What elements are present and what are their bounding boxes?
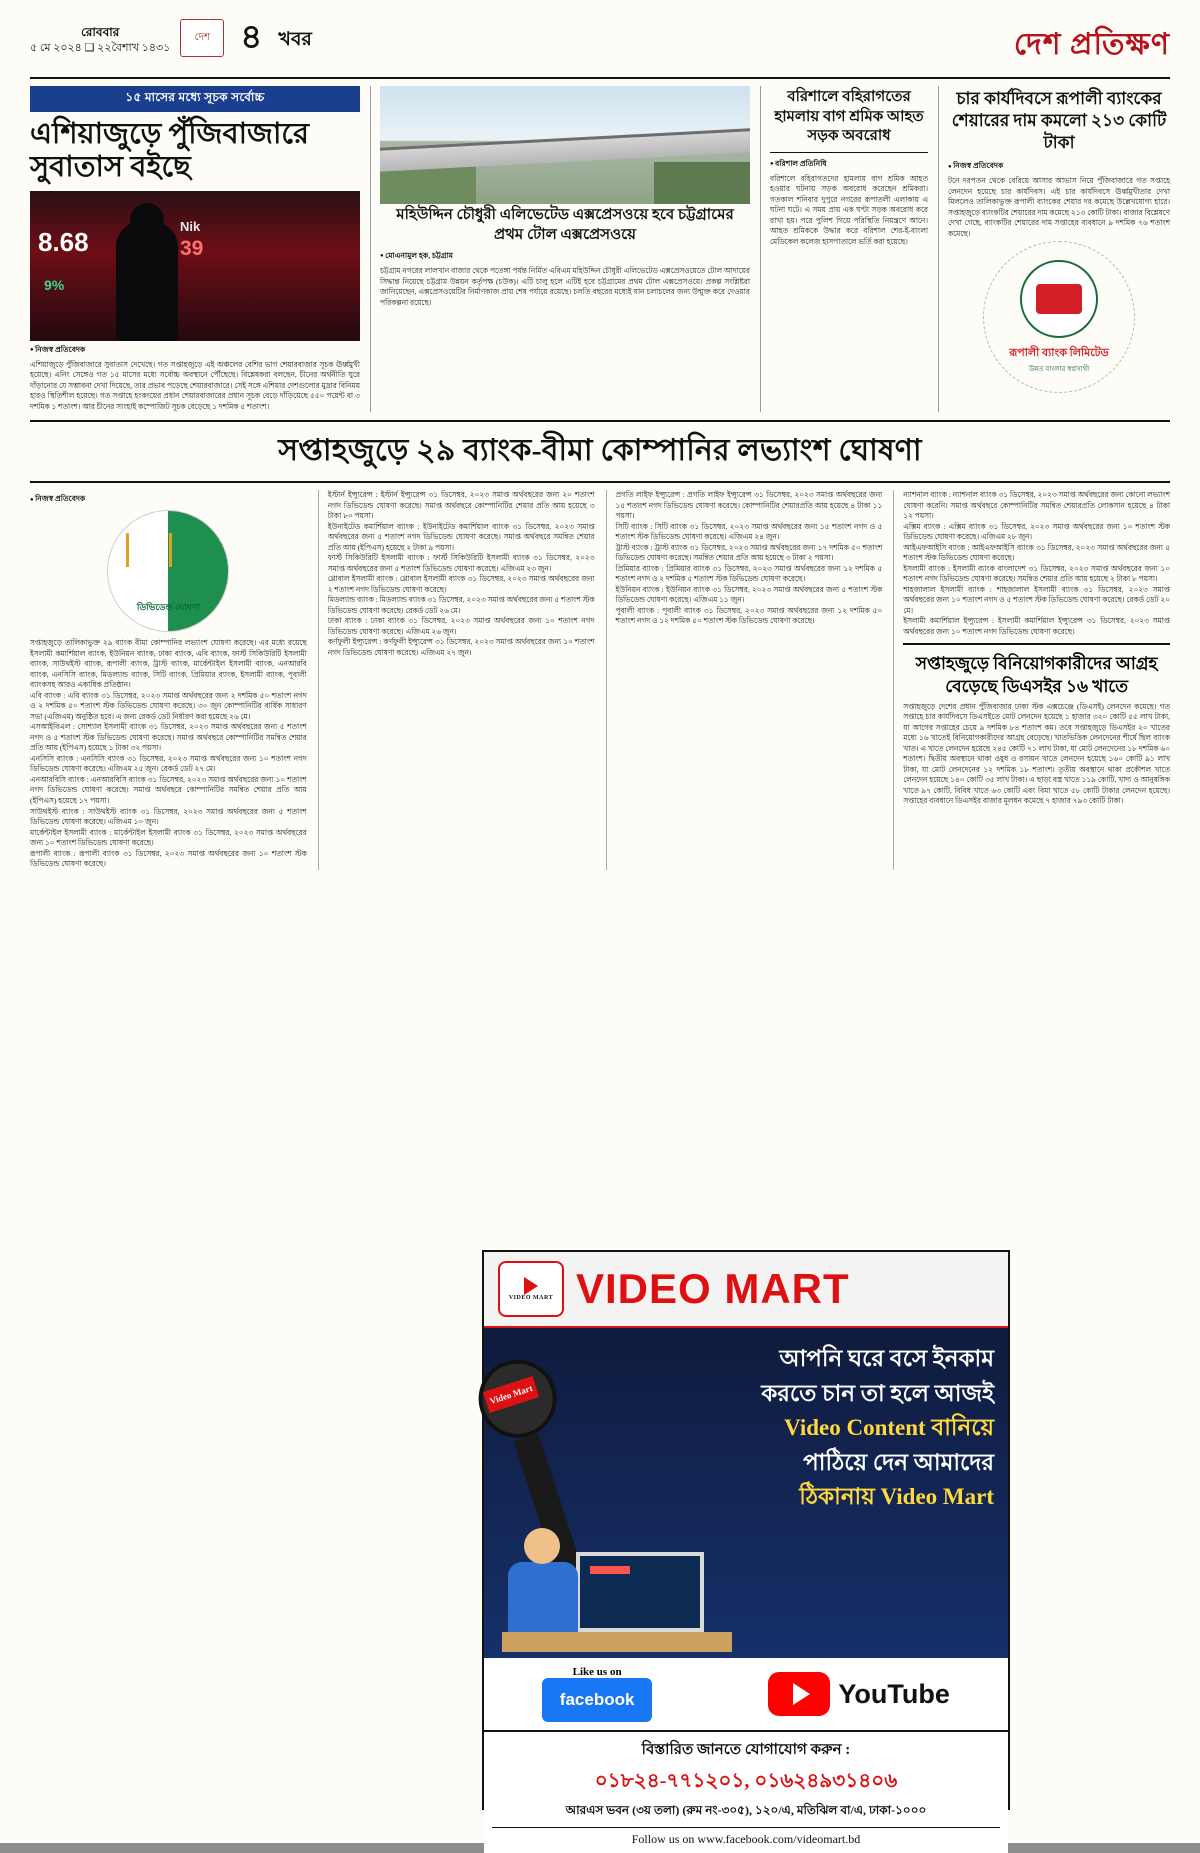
dividend-item: মিডল্যান্ড ব্যাংক : মিডল্যান্ড ব্যাংক ৩১ ডিসেম্বর, ২০২৩ সমাপ্ত অর্থবছরের জন্য ৫ শতাংশ স্টক ডিভিডেন্ড ঘোষণা করেছে। রেকর্ড ডেট ২৬ মে। xyxy=(327,595,595,615)
dividend-item: ইস্টার্ন ইন্স্যুরেন্স : ইস্টার্ন ইন্স্যুরেন্স ৩১ ডিসেম্বর, ২০২৩ সমাপ্ত অর্থবছরের জন্য ২০ শতাংশ নগদ ডিভিডেন্ড ঘোষণা করেছে। সমাপ্ত অর্থবছরে কোম্পানিটির শেয়ার প্রতি আয় হয়েছে ৩ টাকা ৮০ পয়সা। xyxy=(327,490,595,521)
ad-line-4: পাঠিয়ে দেন আমাদের xyxy=(803,1449,994,1475)
dividend-item: ঢাকা ব্যাংক : ঢাকা ব্যাংক ৩১ ডিসেম্বর, ২০২৩ সমাপ্ত অর্থবছরের জন্য ১০ শতাংশ নগদ ডিভিডেন্ড ঘোষণা করেছে। এজিএম ২৬ জুন। xyxy=(327,616,595,636)
bridge-byline: ● মোএনামুল হক, চট্টগ্রাম xyxy=(380,250,750,263)
youtube-block[interactable] xyxy=(768,1672,949,1716)
ad-line-2: করতে চান তা হলে আজই xyxy=(761,1380,994,1406)
dividend-headline: সপ্তাহজুড়ে ২৯ ব্যাংক-বীমা কোম্পানির লভ্যাংশ ঘোষণা xyxy=(278,434,922,468)
dividend-item: প্রগতি লাইফ ইন্স্যুরেন্স : প্রগতি লাইফ ইন্স্যুরেন্স ৩১ ডিসেম্বর, ২০২৩ সমাপ্ত অর্থবছরের জন্য ১৫ শতাংশ নগদ ডিভিডেন্ড ঘোষণা করেছে। কোম্পানিটির শেয়ারপ্রতি আয় হয়েছে ৪ টাকা ১১ পয়সা। xyxy=(615,490,883,521)
dividend-item: মার্কেন্টাইল ইসলামী ব্যাংক : মার্কেন্টাইল ইসলামী ব্যাংক ৩১ ডিসেম্বর, ২০২৩ সমাপ্ত অর্থবছরের জন্য ১০ শতাংশ ডিভিডেন্ড ঘোষণা করেছে। xyxy=(30,827,307,848)
dividend-item: এনসিসি ব্যাংক : এনসিসি ব্যাংক ৩১ ডিসেম্বর, ২০২৩ সমাপ্ত অর্থবছরের জন্য ১০ শতাংশ নগদ ডিভিডেন্ড ঘোষণা করেছে। এজিএম ২৫ জুন। রেকর্ড ডেট ২৭ মে। xyxy=(30,753,307,774)
illustration-person-at-computer xyxy=(502,1512,732,1652)
dividend-item: এবি ব্যাংক : এবি ব্যাংক ৩১ ডিসেম্বর, ২০২৩ সমাপ্ত অর্থবছরের জন্য ২ দশমিক ৫০ শতাংশ নগদ ও ২ দশমিক ৫০ শতাংশ স্টক ডিভিডেন্ড ঘোষণা করেছে। ৩০ জুন কোম্পানিটির বার্ষিক সাধারণ সভা (এজিএম) অনুষ্ঠিত হবে। এ জন্য রেকর্ড ডেট নির্ধারণ করা হয়েছে ২৬ মে। xyxy=(30,690,307,721)
stock-market-photo: 8.68 Nik 39 9% xyxy=(30,191,360,341)
paper-brand: দেশ প্রতিক্ষণ xyxy=(1013,28,1170,61)
dividend-item: আইএফআইসি ব্যাংক : আইএফআইসি ব্যাংক ৩১ ডিসেম্বর, ২০২৩ সমাপ্ত অর্থবছরের জন্য ৫ শতাংশ স্টক ডিভিডেন্ড ঘোষণা করেছে। xyxy=(903,542,1170,563)
dividend-badge-label: ডিভিডেন্ড ঘোষণা xyxy=(136,602,200,613)
play-icon xyxy=(524,1277,538,1295)
gregorian-bengali-date: ৫ মে ২০২৪ ❑ ২২বৈশাখ ১৪৩১ xyxy=(30,42,171,55)
rupali-byline: ● নিজস্ব প্রতিবেদক xyxy=(948,160,1170,173)
barisal-byline: ● বরিশাল প্রতিনিধি xyxy=(770,158,928,171)
barisal-body: বরিশালে বহিরাগতদের হামলায় বাগ শ্রমিক আহত হওয়ার ঘটনায় সড়ক অবরোধ করেছেন শ্রমিকরা। গতকাল শনিবার দুপুরে নগরের রূপাতলী এলাকায় এ ঘটনা ঘটে। এ সময় প্রায় এক ঘণ্টা সড়ক অবরোধ করে রাখা হয়। পরে পুলিশ গিয়ে পরিস্থিতি নিয়ন্ত্রণে আনে। আহত শ্রমিককে উদ্ধার করে বরিশাল শের-ই-বাংলা মেডিকেল কলেজ হাসপাতালে ভর্তি করা হয়েছে। xyxy=(770,173,928,246)
lead-byline: ● নিজস্ব প্রতিবেদক xyxy=(30,344,360,357)
page-number: ৪ xyxy=(240,18,263,56)
bank-emblem-icon xyxy=(1020,260,1098,338)
dividend-item: এনআরবিসি ব্যাংক : এনআরবিসি ব্যাংক ৩১ ডিসেম্বর, ২০২৩ সমাপ্ত অর্থবছরের জন্য ১০ শতাংশ নগদ ডিভিডেন্ড ঘোষণা করেছে। সমাপ্ত অর্থবছরে কোম্পানিটির সমন্বিত শেয়ার প্রতি আয় (ইপিএস) হয়েছে ১৭ পয়সা। xyxy=(30,774,307,805)
body-column-2 xyxy=(318,490,595,869)
dividend-item: ট্রাস্ট ব্যাংক : ট্রাস্ট ব্যাংক ৩১ ডিসেম্বর, ২০২৩ সমাপ্ত অর্থবছরের জন্য ১৭ দশমিক ৫০ শতাংশ ডিভিডেন্ড ঘোষণা করেছে। সমন্বিত শেয়ার প্রতি আয় হয়েছে ৩ টাকা ২ পয়সা। xyxy=(615,542,883,563)
ad-social-row xyxy=(484,1658,1008,1730)
dividend-item: ন্যাশনাল ব্যাংক : ন্যাশনাল ব্যাংক ৩১ ডিসেম্বর, ২০২৩ সমাপ্ত অর্থবছরের জন্য কোনো লভ্যাংশ ঘোষণা করেনি। সমাপ্ত অর্থবছরে কোম্পানিটির সমন্বিত শেয়ারপ্রতি লোকসান হয়েছে ৪ টাকা ১২ পয়সা। xyxy=(903,490,1170,521)
dividend-band xyxy=(30,420,1170,483)
ad-title: VIDEO MART xyxy=(576,1265,850,1312)
youtube-label: YouTube xyxy=(838,1678,950,1709)
video-mart-advertisement[interactable] xyxy=(482,1250,1010,1846)
section-title: খবর xyxy=(278,28,312,50)
body-column-4 xyxy=(893,490,1170,869)
body-column-1 xyxy=(30,490,307,869)
lead-kicker: ১৫ মাসের মধ্যে সূচক সর্বোচ্চ xyxy=(30,86,360,112)
divider xyxy=(903,643,1170,645)
ad-badge-text: VIDEO MART xyxy=(508,1295,554,1301)
ad-line-3: Video Content বানিয়ে xyxy=(784,1415,994,1440)
dse-body: সপ্তাহজুড়ে দেশের প্রধান পুঁজিবাজার ঢাকা স্টক এক্সচেঞ্জে (ডিএসই) লেনদেন কমেছে। গত সপ্তাহে চার কার্যদিবসে ডিএসইতে মোট লেনদেন হয়েছে ১ হাজার ৩২০ কোটি ৫৫ লাখ টাকা, যা আগের সপ্তাহের চেয়ে ৯ দশমিক ৮৪ শতাংশ কম। তবে সপ্তাহজুড়ে ডিএসইর ২০ খাতের মধ্যে ১৬ খাতেই বিনিয়োগকারীদের আগ্রহ বেড়েছে। খাতভিত্তিক লেনদেনের শীর্ষে ছিল ব্যাংক খাত। এ খাতে লেনদেন হয়েছে ২৪৫ কোটি ৭১ লাখ টাকা, যা মোট লেনদেনের ১৮ দশমিক ৬০ শতাংশ। দ্বিতীয় অবস্থানে থাকা ওষুধ ও রসায়ন খাতে লেনদেন হয়েছে ১৬০ কোটি ৯১ লাখ টাকা, যা মোট লেনদেনের ১২ দশমিক ১৮ শতাংশ। তৃতীয় অবস্থানে থাকা প্রকৌশল খাতে লেনদেন হয়েছে ১৪০ কোটি ৩৫ লাখ টাকা। এ ছাড়া বস্ত্র খাতে ১১৯ কোটি, খাদ্য ও আনুষঙ্গিক খাতে ৯৭ কোটি, বিবিধ খাতে ৬৩ কোটি এবং বিমা খাতে ৫৮ কোটি টাকার লেনদেন হয়েছে। সপ্তাহের ব্যবধানে ডিএসইর বাজার মূলধন কমেছে ৭ হাজার ৭৯৩ কোটি টাকা। xyxy=(903,701,1170,806)
contact-title: বিস্তারিত জানতে যোগাযোগ করুন : xyxy=(641,1742,851,1758)
dividend-byline: ● নিজস্ব প্রতিবেদক xyxy=(30,493,307,506)
dividend-badge-icon xyxy=(107,510,229,632)
rupali-body: টনে দরপতন থেকে বেরিয়ে আসার আভাস নিয়ে পুঁজিবাজারে গত সপ্তাহে লেনদেন হয়েছে চার কার্যদিবস। এই চার কার্যদিবসে ঊর্ধ্বমুখীতার দেখা মিললেও তালিকাভুক্ত রূপালী ব্যাংকের শেয়ার দর কমেছে উল্লেখযোগ্য হারে। সপ্তাহজুড়ে ব্যাংকটির শেয়ারের দাম কমেছে ২১৩ কোটি টাকা। বাজার বিশ্লেষণে দেখা গেছে, ব্যাংকটির শেয়ারের দাম সপ্তাহের ব্যবধানে ৯ দশমিক ৭৬ শতাংশ কমেছে। xyxy=(948,176,1170,238)
ad-body xyxy=(484,1328,1008,1658)
dividend-item: ইউনিয়ন ব্যাংক : ইউনিয়ন ব্যাংক ৩১ ডিসেম্বর, ২০২৩ সমাপ্ত অর্থবছরের জন্য ৫ শতাংশ স্টক ডিভিডেন্ড ঘোষণা করেছে। এজিএম ১১ জুন। xyxy=(615,584,883,605)
ad-header xyxy=(484,1252,1008,1328)
bridge-body: চট্টগ্রাম নগরের লালখান বাজার থেকে পতেঙ্গা পর্যন্ত নির্মিত এবিএম মহিউদ্দিন চৌধুরী এলিভেটেড এক্সপ্রেসওয়েতে টোল আদায়ের সিদ্ধান্ত নিয়েছে চট্টগ্রাম উন্নয়ন কর্তৃপক্ষ (চউক)। এটি চালু হলে এটিই হবে চট্টগ্রামের প্রথম টোল এক্সপ্রেসওয়ে। প্রকল্প সংশ্লিষ্টরা জানিয়েছেন, এক্সপ্রেসওয়েটির নির্মাণকাজ প্রায় শেষ পর্যায়ে রয়েছে। চলতি বছরের মধ্যেই যান চলাচলের জন্য উন্মুক্ত করে দেওয়ার পরিকল্পনা রয়েছে। xyxy=(380,266,750,307)
dividend-item: ইউনাইটেড কমার্শিয়াল ব্যাংক : ইউনাইটেড কমার্শিয়াল ব্যাংক ৩১ ডিসেম্বর, ২০২৩ সমাপ্ত অর্থবছরের জন্য ৫ শতাংশ নগদ ডিভিডেন্ড ঘোষণা করেছে। সমাপ্ত অর্থবছরে সমন্বিত শেয়ার প্রতি আয় (ইপিএস) হয়েছে ২ টাকা ৯ পয়সা। xyxy=(327,521,595,552)
masthead xyxy=(30,18,1170,79)
rupali-bank-logo xyxy=(983,241,1135,393)
dividend-item: এসআইবিএল : সোশ্যাল ইসলামী ব্যাংক ৩১ ডিসেম্বর, ২০২৩ সমাপ্ত অর্থবছরের জন্য ৫ শতাংশ নগদ ও ৫ শতাংশ স্টক ডিভিডেন্ড ঘোষণা করেছে। সমাপ্ত অর্থবছরে কোম্পানিটির সমন্বিত শেয়ার প্রতি আয় (ইপিএস) হয়েছে ১ টাকা ৩২ পয়সা। xyxy=(30,722,307,753)
dividend-item: কর্ণফুলী ইন্স্যুরেন্স : কর্ণফুলী ইন্স্যুরেন্স ৩১ ডিসেম্বর, ২০২৩ সমাপ্ত অর্থবছরের জন্য ১০ শতাংশ নগদ ডিভিডেন্ড ঘোষণা করেছে। এজিএম ২৭ জুন। xyxy=(327,637,595,657)
bank-name: রূপালী ব্যাংক লিমিটেড xyxy=(1009,346,1109,359)
ad-line-1: আপনি ঘরে বসে ইনকাম xyxy=(779,1346,994,1371)
masthead-left xyxy=(30,18,312,57)
facebook-block[interactable] xyxy=(542,1666,652,1722)
follow-link[interactable]: Follow us on www.facebook.com/videomart.bd xyxy=(492,1827,1000,1847)
dividend-item: পূবালী ব্যাংক : পূবালী ব্যাংক ৩১ ডিসেম্বর, ২০২৩ সমাপ্ত অর্থবছরের জন্য ১২ দশমিক ৫০ শতাংশ নগদ ও ১২ দশমিক ৫০ শতাংশ স্টক ডিভিডেন্ড ঘোষণা করেছে। xyxy=(615,605,883,626)
barisal-story xyxy=(760,86,928,412)
video-mart-logo-icon xyxy=(498,1261,564,1317)
dividend-item: গ্লোবাল ইসলামী ব্যাংক : গ্লোবাল ইসলামী ব্যাংক ৩১ ডিসেম্বর, ২০২৩ সমাপ্ত অর্থবছরের জন্য ২ শতাংশ নগদ ডিভিডেন্ড ঘোষণা করেছে। xyxy=(327,574,595,594)
dividend-item: সাউথইস্ট ব্যাংক : সাউথইস্ট ব্যাংক ৩১ ডিসেম্বর, ২০২৩ সমাপ্ত অর্থবছরের জন্য ৫ শতাংশ ডিভিডেন্ড ঘোষণা করেছে। এজিএম ১০ জুন। xyxy=(30,806,307,827)
youtube-play-icon xyxy=(768,1672,830,1716)
like-us-label: Like us on xyxy=(572,1666,622,1678)
dividend-item: শাহজালাল ইসলামী ব্যাংক : শাহজালাল ইসলামী ব্যাংক ৩১ ডিসেম্বর, ২০২৩ সমাপ্ত অর্থবছরের জন্য ১০ শতাংশ নগদ ও ৫ শতাংশ স্টক ডিভিডেন্ড ঘোষণা করেছে। রেকর্ড ডেট ২০ মে। xyxy=(903,584,1170,615)
dividend-intro: সপ্তাহজুড়ে তালিকাভুক্ত ২৯ ব্যাংক বীমা কোম্পানির লভ্যাংশ ঘোষণা করেছে। এর মধ্যে রয়েছে ইসলামী কমার্শিয়াল ব্যাংক, ইউনিয়ন ব্যাংক, ঢাকা ব্যাংক, এবি ব্যাংক, ফার্স্ট সিকিউরিটি ইসলামী ব্যাংক, সাউথইস্ট ব্যাংক, রূপালী ব্যাংক, ট্রাস্ট ব্যাংক, মার্কেন্টাইল ইসলামী ব্যাংক, এনআরবি ব্যাংক, এনসিসি ব্যাংক, মিডল্যান্ড ব্যাংক, সিটি ব্যাংক, প্রিমিয়ার ব্যাংক, ইসলামী ব্যাংক, পূবালী ব্যাংকসহ আরও একাধিক প্রতিষ্ঠান। xyxy=(30,638,307,690)
dividend-item: রূপালী ব্যাংক : রূপালী ব্যাংক ৩১ ডিসেম্বর, ২০২৩ সমাপ্ত অর্থবছরের জন্য ১০ শতাংশ স্টক ডিভিডেন্ড ঘোষণা করেছে। xyxy=(30,848,307,869)
top-region xyxy=(30,86,1170,412)
bridge-headline: মহিউদ্দিন চৌধুরী এলিভেটেড এক্সপ্রেসওয়ে হবে চট্টগ্রামের প্রথম টোল এক্সপ্রেসওয়ে xyxy=(396,207,734,243)
contact-phones: ০১৮২৪-৭৭১২০১, ০১৬২৪৯৩১৪০৬ xyxy=(594,1770,898,1792)
dividend-item: এক্সিম ব্যাংক : এক্সিম ব্যাংক ৩১ ডিসেম্বর, ২০২৩ সমাপ্ত অর্থবছরের জন্য ১০ শতাংশ স্টক ডিভিডেন্ড ঘোষণা করেছে। এজিএম ২৮ জুন। xyxy=(903,521,1170,542)
bridge-story xyxy=(370,86,750,412)
bank-tagline: উন্নত বাংলার স্বপ্নসাথী xyxy=(1028,364,1090,373)
dse-headline: সপ্তাহজুড়ে বিনিয়োগকারীদের আগ্রহ বেড়েছে ডিএসইর ১৬ খাতে xyxy=(915,654,1158,696)
facebook-icon[interactable]: facebook xyxy=(542,1678,652,1722)
dividend-item: ইসলামী কমার্শিয়াল ইন্স্যুরেন্স : ইসলামী কমার্শিয়াল ইন্স্যুরেন্স ৩১ ডিসেম্বর, ২০২৩ সমাপ্ত অর্থবছরের জন্য ১০ শতাংশ নগদ ডিভিডেন্ড ঘোষণা করেছে। xyxy=(903,616,1170,636)
main-body xyxy=(30,490,1170,869)
ad-contact xyxy=(484,1730,1008,1853)
rupali-bank-story xyxy=(938,86,1170,412)
divider xyxy=(770,152,928,153)
ad-copy xyxy=(694,1342,994,1515)
body-column-3 xyxy=(606,490,883,869)
weekday: রোববার xyxy=(80,25,120,39)
lead-story xyxy=(30,86,360,412)
rupali-headline: চার কার্যদিবসে রূপালী ব্যাংকের শেয়ারের দাম কমলো ২১৩ কোটি টাকা xyxy=(951,89,1167,153)
dividend-item: সিটি ব্যাংক : সিটি ব্যাংক ৩১ ডিসেম্বর, ২০২৩ সমাপ্ত অর্থবছরের জন্য ১৫ শতাংশ নগদ ও ৫ শতাংশ স্টক ডিভিডেন্ড ঘোষণা করেছে। এজিএম ২৪ জুন। xyxy=(615,521,883,542)
publication-date xyxy=(30,18,170,57)
paper-mini-logo: দেশ xyxy=(180,19,224,57)
expressway-photo xyxy=(380,86,750,204)
mic-tag-label: Video Mart xyxy=(483,1376,539,1413)
dividend-item: ফার্স্ট সিকিউরিটি ইসলামী ব্যাংক : ফার্স্ট সিকিউরিটি ইসলামী ব্যাংক ৩১ ডিসেম্বর, ২০২৩ সমাপ্ত অর্থবছরের জন্য ৫ শতাংশ ডিভিডেন্ড ঘোষণা করেছে। এজিএম ২৩ জুন। xyxy=(327,553,595,573)
lead-body: এশিয়াজুড়ে পুঁজিবাজারে সুবাতাস দেখেছে। গত সপ্তাহজুড়ে এই অঞ্চলের বেশির ভাগ শেয়ারবাজার সূচক ঊর্ধ্বমুখী হয়েছে। এনিং সেঙ্গেও গত ১৫ মাসের মধ্যে সর্বোচ্চ অবস্থানে পৌঁছেছে। বিশ্লেষকরা বলছেন, চীনের অর্থনীতি ঘুরে দাঁড়ানোর যে সম্ভাবনা দেখা দিয়েছে, তার প্রভাব পড়েছে শেয়ারবাজারে। সেই সঙ্গে এশিয়ার দেশগুলোর মুদ্রার বিনিময় হারও স্থিতিশীল হয়েছে। গত সপ্তাহে হংকংয়ের প্রধান শেয়ারবাজারের প্রধান সূচক বেড়ে দাঁড়িয়েছে ৫৫০ পয়েন্ট বা ৩ দশমিক ১ শতাংশ। আর চীনের সাংহাই কম্পোজিট সূচক বেড়েছে ১ দশমিক ৫ শতাংশ। xyxy=(30,359,360,411)
dividend-item: ইসলামী ব্যাংক : ইসলামী ব্যাংক বাংলাদেশ ৩১ ডিসেম্বর, ২০২৩ সমাপ্ত অর্থবছরের জন্য ১০ শতাংশ নগদ ডিভিডেন্ড ঘোষণা করেছে। সমন্বিত শেয়ার প্রতি আয় হয়েছে ২ টাকা ৮ পয়সা। xyxy=(903,563,1170,584)
barisal-headline: বরিশালে বহিরাগতের হামলায় বাগ শ্রমিক আহত সড়ক অবরোধ xyxy=(774,89,924,144)
contact-address: আরএস ভবন (৩য় তলা) (রুম নং-৩০৫), ১২০/এ, মতিঝিল বা/এ, ঢাকা-১০০০ xyxy=(565,1803,927,1817)
lead-headline: এশিয়াজুড়ে পুঁজিবাজারে সুবাতাস বইছে xyxy=(30,118,309,184)
dividend-item: প্রিমিয়ার ব্যাংক : প্রিমিয়ার ব্যাংক ৩১ ডিসেম্বর, ২০২৩ সমাপ্ত অর্থবছরের জন্য ১২ দশমিক ৫ শতাংশ নগদ ও ২ দশমিক ৫ শতাংশ স্টক ডিভিডেন্ড ঘোষণা করেছে। xyxy=(615,563,883,584)
ad-line-5: ঠিকানায় Video Mart xyxy=(799,1484,994,1509)
